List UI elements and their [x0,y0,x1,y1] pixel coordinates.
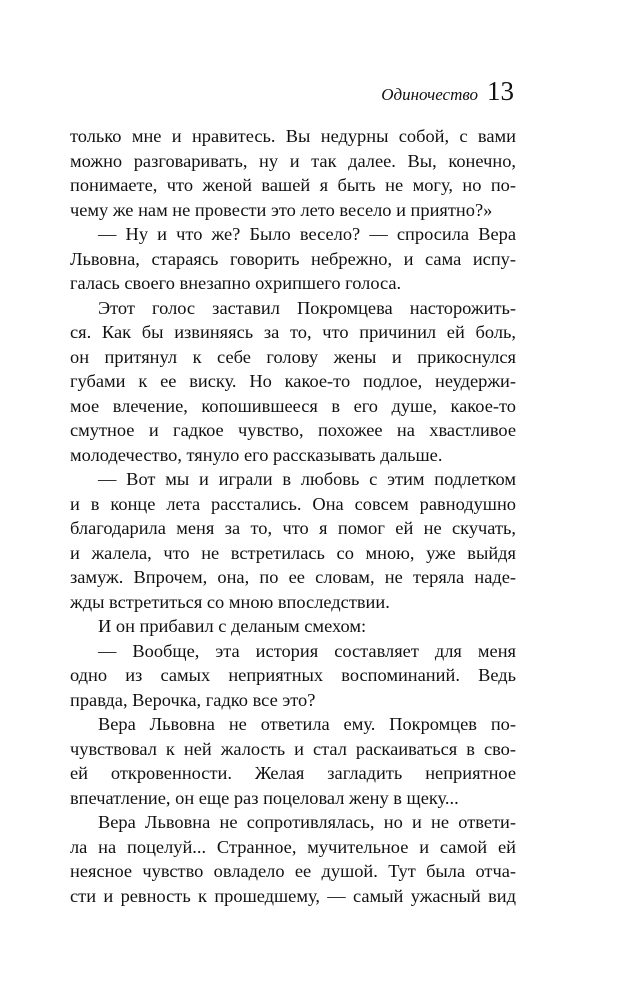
text-line-1: только мне и нравитесь. Вы недурны собой, с вами [70,126,516,146]
text-line-13: смутное и гадкое чувство, похожее на хвастливое [70,420,516,440]
text-line-9: ся. Как бы извиняясь за то, что причинил ей боль, [70,322,516,342]
text-line-3: понимаете, что женой вашей я быть не могу, но по- [70,175,516,195]
text-line-10: он притянул к себе голову жены и прикоснулся [70,346,516,367]
text-line-26: чувствовал к ней жалость и стал раскаиваться в сво- [70,738,516,759]
text-line-21: И он прибавил с деланым смехом: [98,616,367,636]
text-line-28: впечатление, он еще раз поцеловал жену в щеку... [70,787,459,808]
text-line-4: чему же нам не провести это лето весело и приятно?» [70,199,493,220]
text-line-20: жды встретиться со мною впоследствии. [70,591,390,612]
text-line-23: одно из самых неприятных воспоминаний. Ведь [70,665,516,685]
text-line-16: и в конце лета расстались. Она совсем равнодушно [70,493,516,514]
text-line-29: Вера Львовна не сопротивлялась, но и не ответи- [98,812,516,832]
text-line-5: — Ну и что же? Было весело? — спросила Вера [98,224,516,244]
text-line-8: Этот голос заставил Покромцева насторожить- [98,297,516,318]
text-line-27: ей откровенности. Желая загладить неприятное [70,763,516,783]
text-line-18: и жалела, что не встретилась со мною, уже выйдя [70,542,516,563]
page-number: 13 [487,76,514,106]
text-line-12: мое влечение, копошившееся в его душе, какое-то [70,395,516,416]
text-line-32: сти и ревность к прошедшему, — самый ужасный вид [70,885,516,906]
text-line-15: — Вот мы и играли в любовь с этим подлетком [98,469,516,489]
text-line-30: ла на поцелуй... Странное, мучительное и самой ей [70,836,516,857]
text-line-31: неясное чувство овладело ее душой. Тут была отча- [70,861,516,881]
text-line-2: можно разговаривать, ну и так далее. Вы, конечно, [70,150,516,171]
text-line-14: молодечество, тянуло его рассказывать дальше. [70,444,443,465]
running-header [381,76,514,104]
body-text [70,124,516,908]
text-line-24: правда, Верочка, гадко все это? [70,689,316,710]
text-line-19: замуж. Впрочем, она, по ее словам, не теряла наде- [70,567,516,587]
text-line-7: галась своего внезапно охрипшего голоса. [70,273,402,293]
text-line-17: благодарила меня за то, что я помог ей не скучать, [70,518,516,538]
text-line-6: Львовна, стараясь говорить небрежно, и сама испу- [70,248,516,269]
text-line-22: — Вообще, эта история составляет для меня [98,640,516,661]
text-line-11: губами к ее виску. Но какое-то подлое, неудержи- [70,371,516,391]
text-line-25: Вера Львовна не ответила ему. Покромцев по- [98,714,516,734]
chapter-title: Одиночество [381,85,478,104]
